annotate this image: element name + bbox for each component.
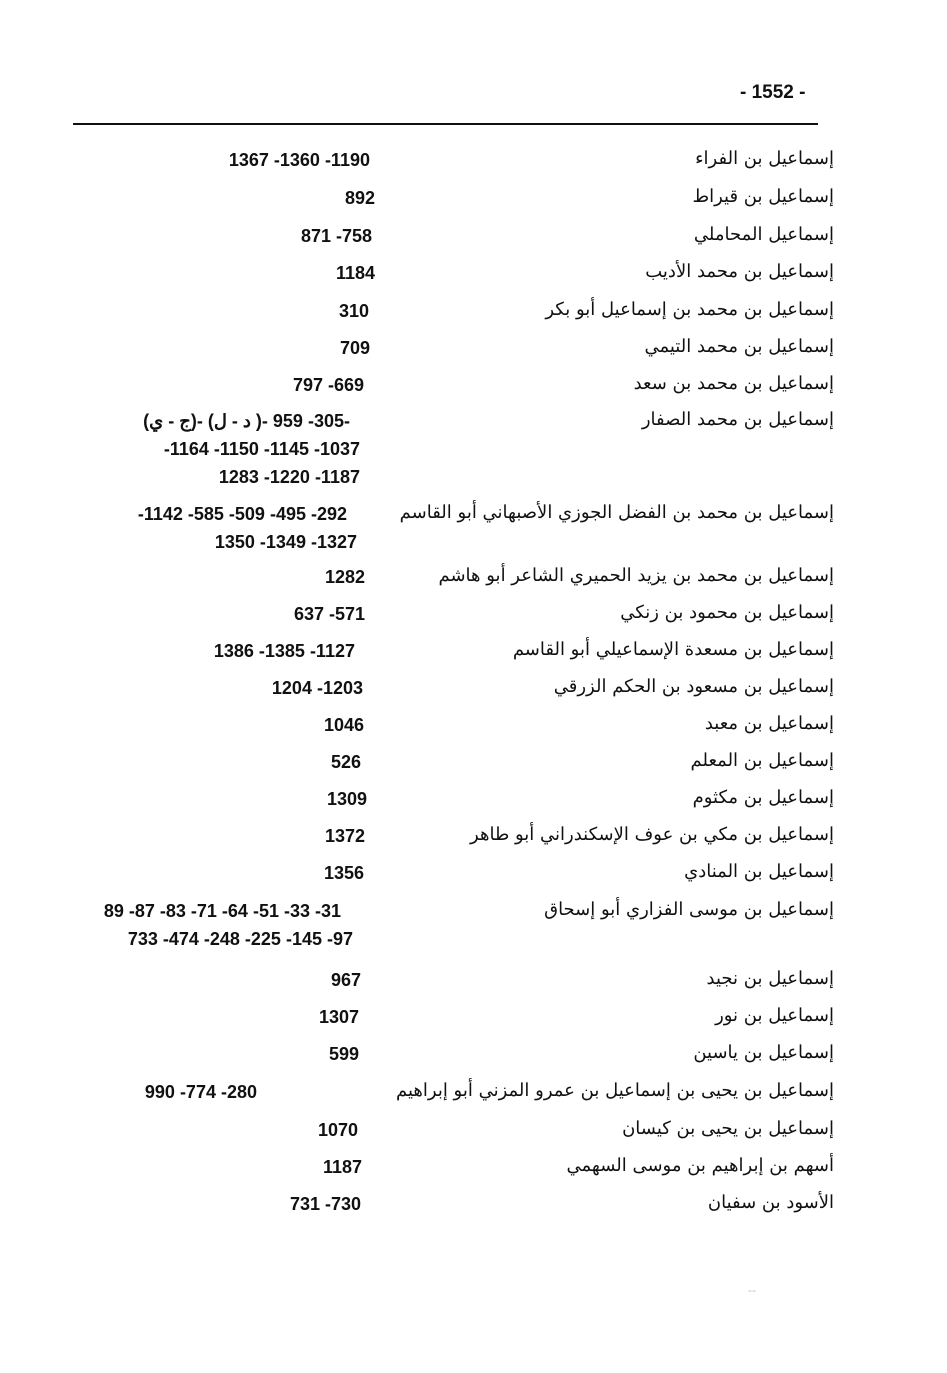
entry-pages bbox=[324, 859, 364, 887]
entry-name: إسماعيل المحاملي bbox=[693, 224, 834, 245]
page-ref-line: 733 -474 -248 -225 -145 -97 bbox=[127, 929, 353, 949]
entry-pages bbox=[331, 966, 361, 994]
entry-name: إسماعيل بن المنادي bbox=[684, 861, 834, 882]
entry-pages bbox=[301, 222, 372, 250]
entry-name: إسماعيل بن محمد الصفار bbox=[641, 409, 834, 430]
entry-pages bbox=[345, 184, 375, 212]
page-ref-line: 731 -730 bbox=[289, 1194, 361, 1214]
entry-pages bbox=[229, 146, 370, 174]
page-ref-line: 1372 bbox=[324, 826, 365, 846]
entry-pages bbox=[290, 1190, 361, 1218]
entry-name: إسماعيل بن مسعود بن الحكم الزرقي bbox=[553, 676, 834, 697]
page-ref-line: 1350 -1349 -1327 bbox=[214, 532, 357, 552]
entry-pages bbox=[294, 600, 365, 628]
entry-pages bbox=[143, 407, 360, 491]
entry-name: إسماعيل بن محمد التيمي bbox=[644, 336, 834, 357]
entry-name: إسماعيل بن محمد الأديب bbox=[645, 261, 834, 282]
page-ref-line: 1184 bbox=[335, 263, 375, 283]
entry-name: إسماعيل بن يحيى بن إسماعيل بن عمرو المزني أبو إبراهيم bbox=[395, 1080, 834, 1101]
entry-pages bbox=[319, 1003, 359, 1031]
page-ref-line: 1187 bbox=[322, 1157, 362, 1177]
page-ref-line: 892 bbox=[344, 188, 375, 208]
page-ref-line: 967 bbox=[330, 970, 361, 990]
entry-pages bbox=[339, 297, 369, 325]
page-ref-line: 1283 -1220 -1187 bbox=[218, 467, 360, 487]
entry-name: إسماعيل بن محمود بن زنكي bbox=[620, 602, 834, 623]
entry-name: إسماعيل بن الفراء bbox=[695, 148, 834, 169]
entry-name: إسماعيل بن معبد bbox=[704, 713, 834, 734]
page-ref-line: -1164 -1150 -1145 -1037 bbox=[163, 439, 360, 459]
page-ref-line: 1204 -1203 bbox=[271, 678, 363, 698]
entry-pages bbox=[324, 711, 364, 739]
entry-pages bbox=[329, 1040, 359, 1068]
entry-pages bbox=[214, 637, 355, 665]
entry-name: إسماعيل بن مكثوم bbox=[692, 787, 834, 808]
entry-pages bbox=[325, 563, 365, 591]
page-number: - 1552 - bbox=[740, 82, 806, 103]
page-ref-line: 1282 bbox=[324, 567, 365, 587]
entry-pages bbox=[137, 500, 357, 556]
entry-name: إسماعيل بن محمد بن إسماعيل أبو بكر bbox=[545, 299, 834, 320]
page-ref-line: 1309 bbox=[326, 789, 367, 809]
entry-pages bbox=[145, 1078, 257, 1106]
entry-name: أسهم بن إبراهيم بن موسى السهمي bbox=[566, 1155, 834, 1176]
entry-name: إسماعيل بن المعلم bbox=[690, 750, 834, 771]
entry-name: إسماعيل بن مسعدة الإسماعيلي أبو القاسم bbox=[512, 639, 834, 660]
entry-name: إسماعيل بن موسى الفزاري أبو إسحاق bbox=[544, 899, 834, 920]
entry-name: إسماعيل بن محمد بن سعد bbox=[633, 373, 834, 394]
page-ref-line: 310 bbox=[338, 301, 369, 321]
entry-name: إسماعيل بن ياسين bbox=[693, 1042, 834, 1063]
entry-pages bbox=[272, 674, 363, 702]
page-ref-line: -1142 -585 -509 -495 -292 bbox=[137, 504, 347, 524]
page-ref-line: 1046 bbox=[323, 715, 364, 735]
page-ref-line: 526 bbox=[330, 752, 361, 772]
entry-name: إسماعيل بن يحيى بن كيسان bbox=[622, 1118, 834, 1139]
page-ref-line: 1356 bbox=[323, 863, 364, 883]
page-ref-line: 797 -669 bbox=[292, 375, 364, 395]
page-ref-line: 1386 -1385 -1127 bbox=[213, 641, 355, 661]
entry-name: الأسود بن سفيان bbox=[707, 1192, 834, 1213]
page-ref-line: 1307 bbox=[318, 1007, 359, 1027]
entry-pages bbox=[340, 334, 370, 362]
entry-name: إسماعيل بن محمد بن يزيد الحميري الشاعر أبو هاشم bbox=[438, 565, 834, 586]
entry-name: إسماعيل بن محمد بن الفضل الجوزي الأصبهاني أبو القاسم bbox=[399, 502, 834, 523]
page-ref-line: 709 bbox=[339, 338, 370, 358]
entry-name: إسماعيل بن قيراط bbox=[692, 186, 834, 207]
entry-name: إسماعيل بن مكي بن عوف الإسكندراني أبو طاهر bbox=[470, 824, 834, 845]
entry-name: إسماعيل بن نجيد bbox=[706, 968, 834, 989]
entry-pages bbox=[293, 371, 364, 399]
page-ref-line: 599 bbox=[328, 1044, 359, 1064]
entry-pages bbox=[323, 1153, 362, 1181]
page-ref-line: 1367 -1360 -1190 bbox=[228, 150, 370, 170]
entry-pages bbox=[327, 785, 367, 813]
entry-pages bbox=[325, 822, 365, 850]
entry-pages bbox=[103, 897, 353, 953]
page-ref-line: 1070 bbox=[317, 1120, 358, 1140]
entry-pages bbox=[318, 1116, 358, 1144]
page-ref-line: 871 -758 bbox=[300, 226, 372, 246]
faint-mark: -- bbox=[748, 1283, 756, 1297]
entry-name: إسماعيل بن نور bbox=[715, 1005, 834, 1026]
header-rule bbox=[73, 123, 818, 125]
page-ref-line: 990 -774 -280 bbox=[144, 1082, 257, 1102]
entry-pages bbox=[336, 259, 375, 287]
entry-pages bbox=[331, 748, 361, 776]
page-ref-line: (ج - ي)- (د - ل )- 305- 959- bbox=[143, 411, 350, 431]
page-ref-line: 89 -87 -83 -71 -64 -51 -33 -31 bbox=[103, 901, 341, 921]
page-ref-line: 637 -571 bbox=[293, 604, 365, 624]
